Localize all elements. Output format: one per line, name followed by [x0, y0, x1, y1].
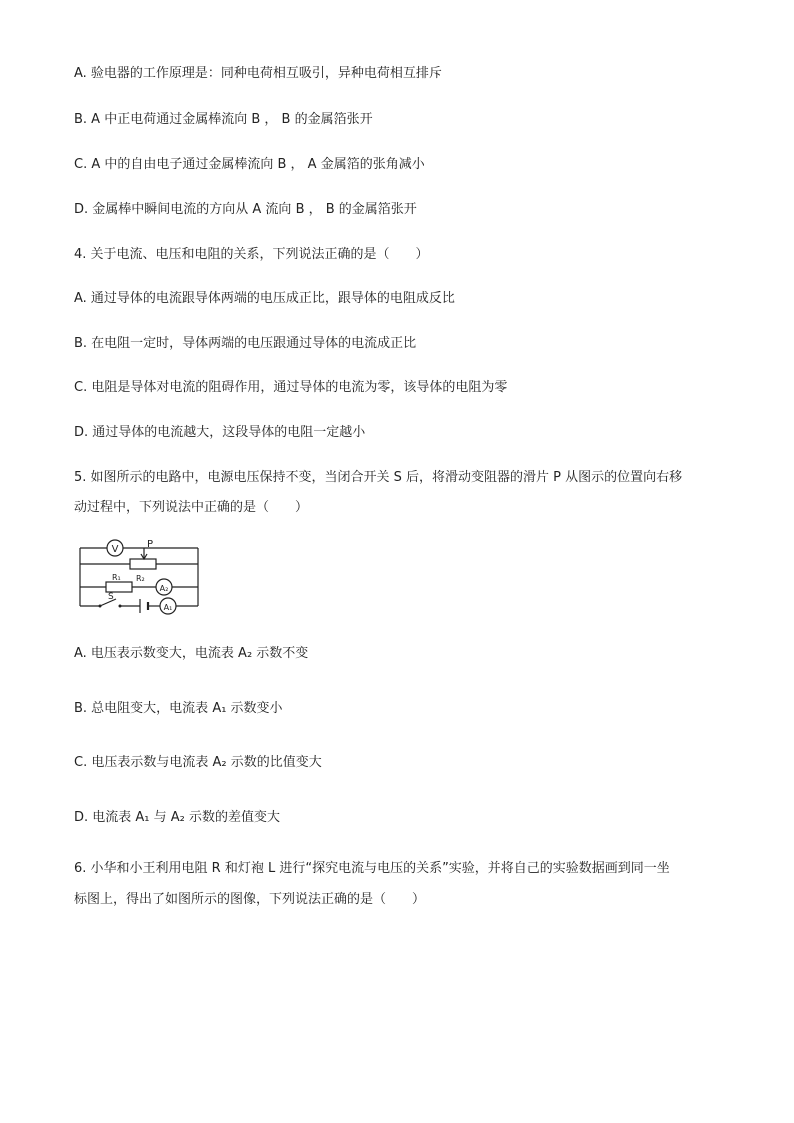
option-3d: D. 金属棒中瞬间电流的方向从 A 流向 B ， B 的金属箔张开	[74, 202, 417, 217]
sliding-rheostat	[141, 539, 153, 559]
question-5-line-1: 5. 如图所示的电路中，电源电压保持不变，当闭合开关 S 后，将滑动变阻器的滑片 P 从图示的位置向右移	[74, 470, 683, 485]
r2-label: R₂	[136, 574, 145, 583]
ammeter-a1-label: A₁	[163, 603, 173, 612]
switch-label: S	[108, 592, 114, 602]
option-4b: B. 在电阻一定时，导体两端的电压跟通过导体的电流成正比	[74, 336, 417, 351]
question-6-line-1: 6. 小华和小王利用电阻 R 和灯袍 L 进行“探究电流与电压的关系”实验，并将自己的实验数据画到同一坐	[74, 861, 670, 876]
option-5b: B. 总电阻变大，电流表 A₁ 示数变小	[74, 701, 283, 716]
option-5d: D. 电流表 A₁ 与 A₂ 示数的差值变大	[74, 810, 281, 825]
ammeter-a2-label: A₂	[159, 584, 169, 593]
voltmeter	[107, 540, 123, 556]
option-3c: C. A 中的自由电子通过金属棒流向 B ， A 金属箔的张角减小	[74, 157, 425, 172]
option-3a: A. 验电器的工作原理是：同种电荷相互吸引，异种电荷相互排斥	[74, 66, 442, 81]
question-6-line-2: 标图上，得出了如图所示的图像，下列说法正确的是（ ）	[74, 892, 426, 907]
option-5a: A. 电压表示数变大，电流表 A₂ 示数不变	[74, 646, 309, 661]
option-4a: A. 通过导体的电流跟导体两端的电压成正比，跟导体的电阻成反比	[74, 291, 455, 306]
circuit-diagram	[76, 534, 202, 616]
option-4d: D. 通过导体的电流越大，这段导体的电阻一定越小	[74, 425, 366, 440]
slider-label: P	[147, 539, 154, 550]
option-5c: C. 电压表示数与电流表 A₂ 示数的比值变大	[74, 755, 322, 770]
voltmeter-label: V	[111, 544, 119, 555]
battery-icon	[140, 599, 148, 613]
r1-label: R₁	[112, 573, 121, 582]
question-5-line-2: 动过程中，下列说法中正确的是（ ）	[74, 500, 309, 515]
ammeter-a1	[160, 598, 176, 614]
option-4c: C. 电阻是导体对电流的阻碍作用，通过导体的电流为零，该导体的电阻为零	[74, 380, 508, 395]
question-4: 4. 关于电流、电压和电阻的关系，下列说法正确的是（ ）	[74, 247, 429, 262]
ammeter-a2	[156, 579, 172, 595]
option-3b: B. A 中正电荷通过金属棒流向 B ， B 的金属箔张开	[74, 112, 373, 127]
